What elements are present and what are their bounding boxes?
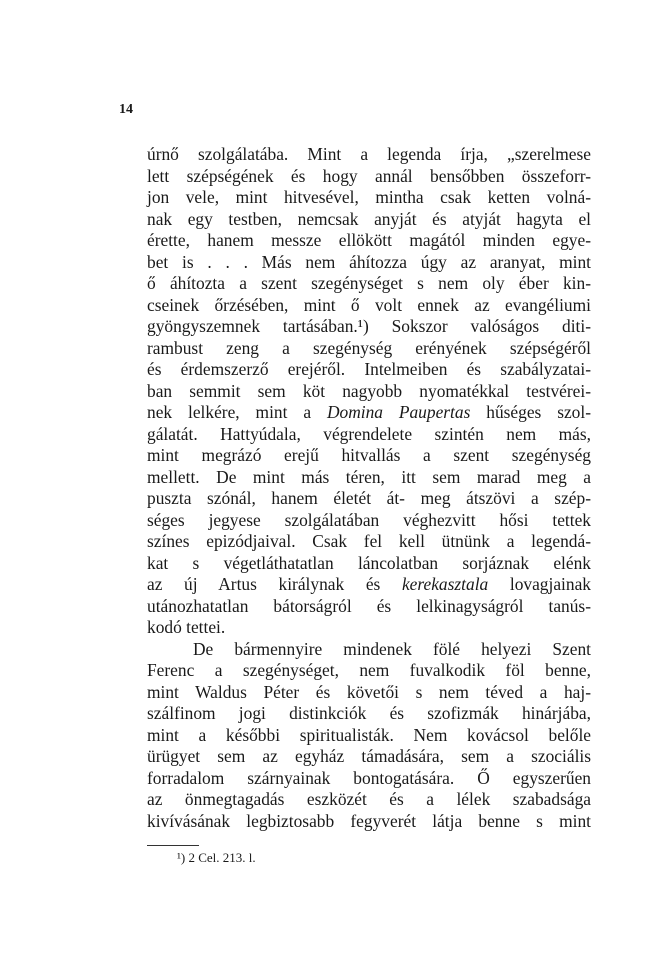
- text-line: ürügyet sem az egyház támadására, sem a szociális: [147, 746, 591, 766]
- text-line: mint a későbbi spiritualisták. Nem kovácsol belőle: [147, 724, 591, 745]
- text-line: úrnő szolgálatába. Mint a legenda írja, „szerelmese: [147, 144, 591, 164]
- text-line: gálatát. Hattyúdala, végrendelete szintén nem más,: [147, 423, 591, 444]
- text-line: ban semmit sem köt nagyobb nyomatékkal testvérei-: [147, 380, 591, 401]
- text-line: De bármennyire mindenek fölé helyezi Szent: [193, 638, 591, 659]
- text-line: nak egy testben, nemcsak anyját és atyját hagyta el: [147, 208, 591, 229]
- body-text: [147, 144, 591, 832]
- text-line: gyöngyszemnek tartásában.¹) Sokszor valóságos diti-: [147, 316, 591, 336]
- text-line: [147, 402, 591, 424]
- text-line: utánozhatatlan bátorságról és lelkinagyságról tanús-: [147, 595, 591, 616]
- text-segment: hűséges szol-: [470, 402, 592, 422]
- text-line: lett szépségének és hogy annál bensőbben összeforr-: [147, 165, 591, 186]
- text-line: forradalom szárnyainak bontogatására. Ő egyszerűen: [147, 767, 591, 788]
- italic-term: kerekasztala: [401, 574, 489, 594]
- text-line: mint Waldus Péter és követői s nem téved a haj-: [147, 681, 591, 702]
- text-line: szálfinom jogi distinkciók és szofizmák hinárjába,: [147, 703, 591, 723]
- text-line: érette, hanem messze ellökött magától minden egye-: [147, 230, 591, 250]
- text-line: bet is . . . Más nem áhítozza úgy az aranyat, mint: [147, 251, 591, 272]
- text-line: színes epizódjaival. Csak fel kell ütnünk a legendá-: [147, 531, 591, 551]
- italic-term: Domina Paupertas: [326, 402, 471, 422]
- text-segment: lovagjainak: [488, 574, 591, 594]
- text-line: Ferenc a szegénységet, nem fuvalkodik föl benne,: [147, 660, 591, 680]
- text-line: kodó tettei.: [147, 617, 226, 637]
- footnote-divider: [147, 845, 199, 846]
- text-line: mellett. De mint más téren, itt sem marad meg a: [147, 466, 591, 487]
- page-number: 14: [119, 102, 133, 117]
- text-line: séges jegyese szolgálatában véghezvitt hősi tettek: [147, 509, 591, 530]
- text-line: [147, 574, 591, 596]
- footnote: ¹) 2 Cel. 213. l.: [177, 850, 256, 865]
- text-line: cseinek őrzésében, mint ő volt ennek az evangéliumi: [147, 294, 591, 315]
- text-line: ő áhítozta a szent szegénységet s nem oly éber kin-: [147, 273, 591, 293]
- text-line: rambust zeng a szegénység erényének szépségéről: [147, 337, 591, 358]
- text-line: és érdemszerző erejéről. Intelmeiben és szabályzatai-: [147, 359, 591, 379]
- text-line: mint megrázó erejű hitvallás a szent szegénység: [147, 445, 591, 465]
- text-segment: az új Artus királynak és: [147, 574, 402, 594]
- text-line: az önmegtagadás eszközét és a lélek szabadsága: [147, 789, 591, 809]
- text-segment: nek lelkére, mint a: [147, 402, 327, 422]
- text-line: puszta szónál, hanem életét át- meg átszövi a szép-: [147, 488, 591, 508]
- text-line: jon vele, mint hitvesével, mintha csak ketten volná-: [147, 187, 591, 207]
- text-line: kivívásának legbiztosabb fegyverét látja benne s mint: [147, 810, 591, 831]
- text-line: kat s végetláthatatlan láncolatban sorjáznak elénk: [147, 552, 591, 573]
